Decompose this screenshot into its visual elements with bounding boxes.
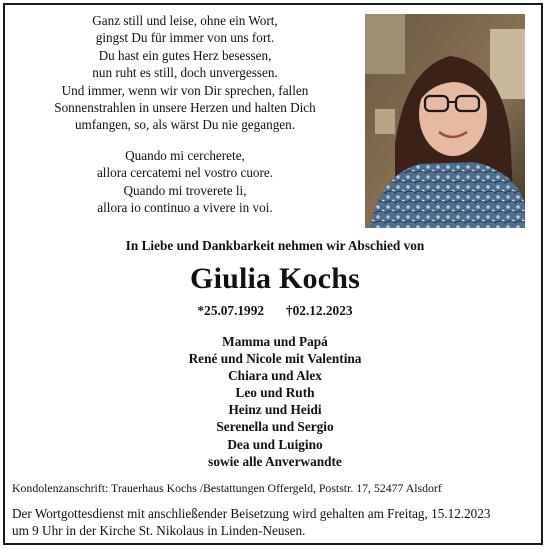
condolence-address: Kondolenzanschrift: Trauerhaus Kochs /Bestattungen Offergeld, Poststr. 17, 52477 Alsdorf bbox=[12, 481, 442, 495]
poem-line: Quando mi troverete li, bbox=[123, 182, 247, 198]
mourners-list bbox=[0, 333, 550, 470]
poem-line: umfangen, so, als wärst Du nie gegangen. bbox=[74, 117, 296, 133]
poem-line: nun ruht es still, doch unvergessen. bbox=[92, 65, 278, 81]
poem-line: Und immer, wenn wir von Dir sprechen, fallen bbox=[61, 82, 309, 98]
life-dates bbox=[0, 303, 550, 319]
farewell-line: In Liebe und Dankbarkeit nehmen wir Abschied von bbox=[125, 238, 425, 253]
poem-line: Quando mi cercherete, bbox=[125, 148, 245, 163]
mourner-entry: René und Nicole mit Valentina bbox=[188, 351, 362, 367]
poem-line: gingst Du für immer von uns fort. bbox=[95, 30, 275, 46]
service-line: Der Wortgottesdienst mit anschließender Beisetzung wird gehalten am Freitag, 15.12.2023 bbox=[12, 506, 491, 521]
poem-line: Ganz still und leise, ohne ein Wort, bbox=[92, 13, 278, 28]
death-date: †02.12.2023 bbox=[286, 303, 353, 318]
mourner-entry: Serenella und Sergio bbox=[216, 419, 334, 435]
mourner-entry: Mamma und Papá bbox=[222, 334, 328, 349]
deceased-name: Giulia Kochs bbox=[190, 262, 360, 295]
poem-line: Sonnenstrahlen in unsere Herzen und halten Dich bbox=[54, 100, 316, 116]
poem-line: allora cercatemi nel vostro cuore. bbox=[96, 165, 274, 181]
mourner-entry: sowie alle Anverwandte bbox=[208, 453, 342, 469]
mourner-entry: Chiara und Alex bbox=[228, 368, 322, 384]
mourner-entry: Heinz und Heidi bbox=[228, 402, 322, 418]
mourner-entry: Dea und Luigino bbox=[227, 436, 323, 452]
service-info bbox=[12, 505, 490, 540]
mourner-entry: Leo und Ruth bbox=[235, 385, 315, 401]
poem-line: Du hast ein gutes Herz besessen, bbox=[98, 47, 272, 63]
service-line: um 9 Uhr in der Kirche St. Nikolaus in Linden-Neusen. bbox=[12, 523, 306, 539]
poem-italian bbox=[0, 147, 370, 217]
portrait-photo bbox=[365, 14, 525, 228]
poem-line: allora io continuo a vivere in voi. bbox=[97, 200, 273, 216]
birth-date: *25.07.1992 bbox=[197, 303, 264, 318]
poem-german bbox=[0, 12, 370, 134]
